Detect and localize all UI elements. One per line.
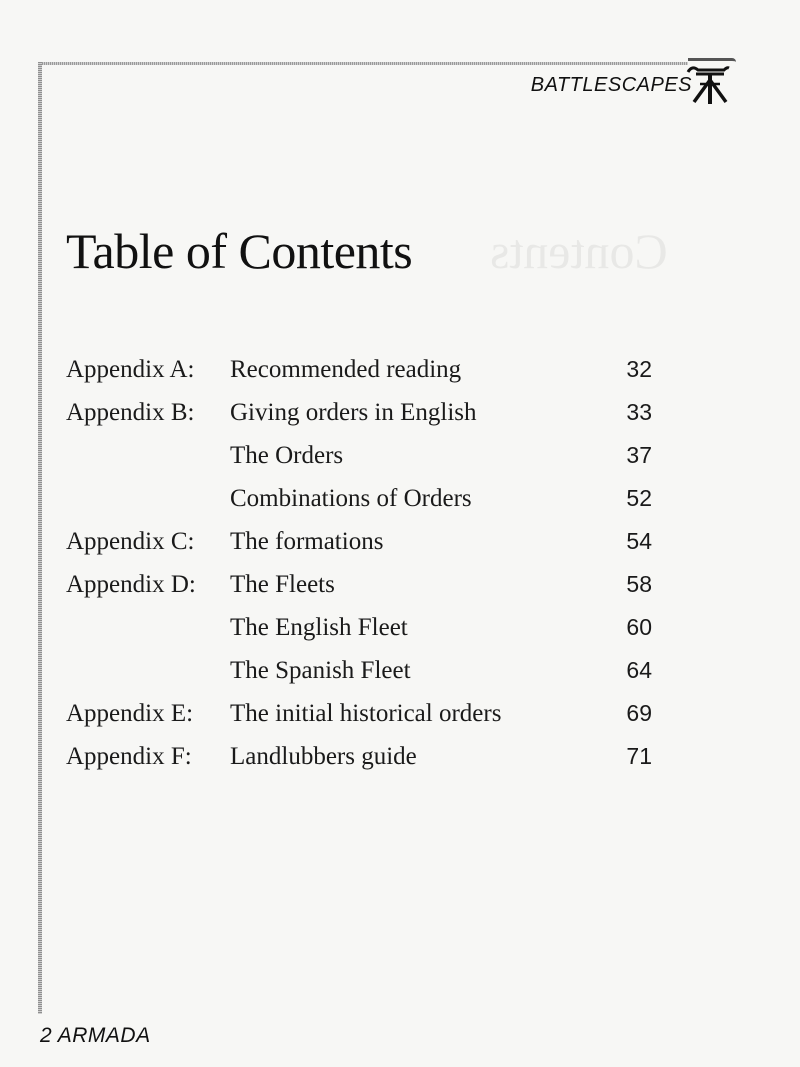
battlescapes-logo-icon xyxy=(686,62,730,106)
toc-entry-page: 37 xyxy=(626,442,652,468)
toc-entry-title: The Fleets xyxy=(230,571,335,598)
toc-entry-page: 69 xyxy=(626,700,652,726)
toc-entry-page: 58 xyxy=(626,571,652,597)
bleed-through-texture: Contents xyxy=(490,223,668,279)
margin-rule xyxy=(38,62,42,1014)
page-title: Table of Contents xyxy=(66,223,413,279)
toc-entry xyxy=(66,434,652,477)
page-footer: 2 ARMADA xyxy=(40,1024,151,1047)
toc-entry xyxy=(66,348,652,391)
toc-entry-page: 32 xyxy=(626,356,652,382)
toc-entry xyxy=(66,477,652,520)
toc-entry-page: 54 xyxy=(626,528,652,554)
toc-entry-title: The English Fleet xyxy=(230,614,408,641)
toc-entry-page: 33 xyxy=(626,399,652,425)
toc-entry-title: Landlubbers guide xyxy=(230,743,417,770)
toc-entry-title: The initial historical orders xyxy=(230,700,502,727)
toc-entry-label: Appendix B: xyxy=(66,399,195,426)
toc-entry-title: The formations xyxy=(230,528,384,555)
toc-entry-page: 60 xyxy=(626,614,652,640)
toc-entry xyxy=(66,391,652,434)
toc-entry xyxy=(66,649,652,692)
toc-entry-title: Giving orders in English xyxy=(230,399,477,426)
toc-entry xyxy=(66,563,652,606)
toc-entry-page: 64 xyxy=(626,657,652,683)
table-of-contents xyxy=(66,348,652,778)
toc-entry xyxy=(66,606,652,649)
toc-entry-label: Appendix F: xyxy=(66,743,192,770)
toc-entry-page: 52 xyxy=(626,485,652,511)
toc-entry xyxy=(66,692,652,735)
toc-entry-label: Appendix A: xyxy=(66,356,195,383)
toc-entry-title: The Orders xyxy=(230,442,344,469)
toc-entry-title: Recommended reading xyxy=(230,356,462,383)
toc-entry-page: 71 xyxy=(626,743,652,769)
brand-name: BATTLESCAPES xyxy=(530,74,692,96)
header-rule xyxy=(40,62,688,65)
toc-entry xyxy=(66,735,652,778)
toc-entry-label: Appendix C: xyxy=(66,528,195,555)
toc-entry-label: Appendix E: xyxy=(66,700,194,727)
toc-entry-label: Appendix D: xyxy=(66,571,196,598)
toc-entry xyxy=(66,520,652,563)
toc-entry-title: Combinations of Orders xyxy=(230,485,472,512)
toc-entry-title: The Spanish Fleet xyxy=(230,657,411,684)
